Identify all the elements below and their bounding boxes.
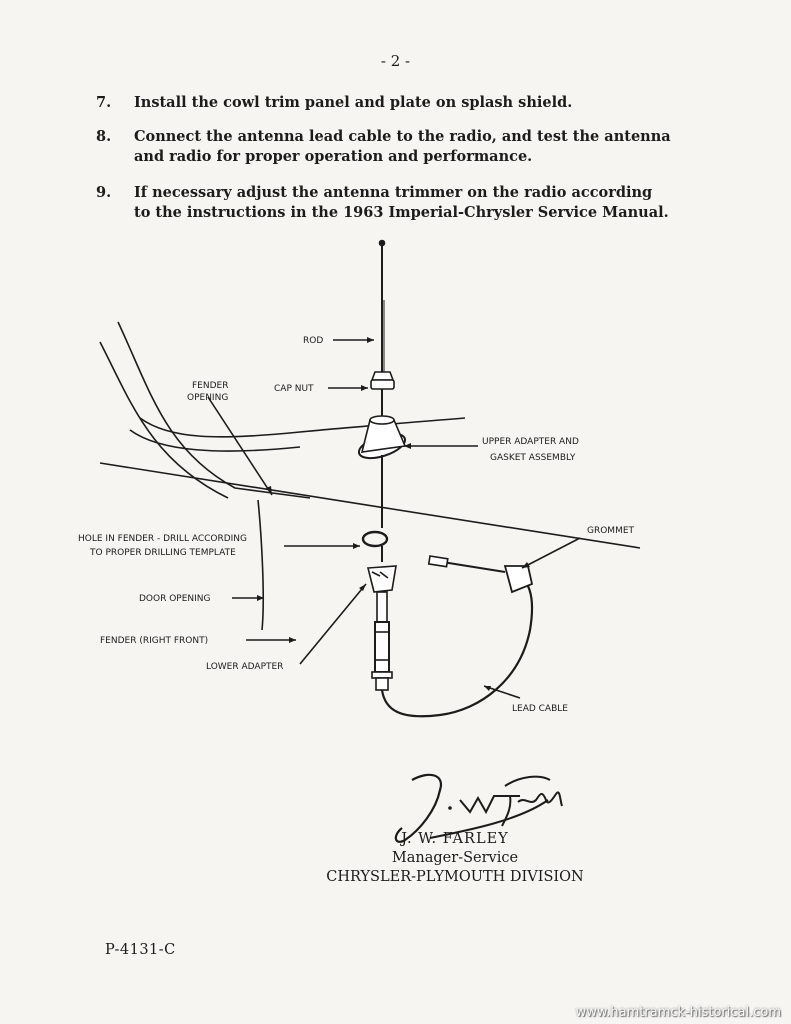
- label-fender-right-front: FENDER (RIGHT FRONT): [100, 636, 209, 646]
- label-cap-nut: CAP NUT: [274, 384, 314, 394]
- signer-name: J. W. FARLEY: [401, 831, 509, 847]
- label-rod: ROD: [303, 336, 324, 346]
- lower-adapter: [368, 566, 396, 592]
- step-text: If necessary adjust the antenna trimmer on the radio according: [134, 184, 653, 201]
- label-hole: HOLE IN FENDER - DRILL ACCORDING: [78, 534, 248, 544]
- form-code: P-4131-C: [105, 942, 176, 958]
- antenna-body: [375, 622, 389, 672]
- label-upper-adapter-line2: GASKET ASSEMBLY: [490, 453, 576, 463]
- label-fender-opening: FENDER: [192, 381, 229, 391]
- signer-division: CHRYSLER-PLYMOUTH DIVISION: [326, 869, 584, 885]
- leader-lower-adapter: [300, 584, 366, 664]
- cap-nut-base: [371, 380, 394, 389]
- upper-adapter-top: [370, 416, 394, 424]
- label-door-opening: DOOR OPENING: [139, 594, 211, 604]
- step-text: Connect the antenna lead cable to the radio, and test the antenna: [134, 128, 671, 145]
- antenna-body-upper: [377, 592, 387, 622]
- step-number: 8.: [96, 128, 112, 145]
- antenna-body-nut: [372, 672, 392, 678]
- arrow-rod: [367, 337, 374, 343]
- label-hole-line2: TO PROPER DRILLING TEMPLATE: [90, 548, 236, 558]
- signer-title: Manager-Service: [391, 850, 519, 866]
- arrow-upper-adapter: [404, 443, 411, 449]
- watermark: www.hamtramck-historical.com: [575, 1005, 781, 1020]
- step-text-continued: to the instructions in the 1963 Imperial-Chrysler Service Manual.: [134, 204, 669, 221]
- step-number: 9.: [96, 184, 112, 201]
- step-text: Install the cowl trim panel and plate on splash shield.: [134, 94, 573, 111]
- step-number: 7.: [96, 94, 112, 111]
- page-number: - 2 -: [380, 52, 411, 70]
- arrow-fender-right-front: [289, 637, 296, 643]
- arrow-lower-adapter: [359, 584, 366, 591]
- arrow-cap-nut: [361, 385, 368, 391]
- cap-nut: [372, 372, 393, 380]
- leader-grommet: [522, 538, 580, 568]
- upper-adapter: [362, 420, 405, 452]
- label-upper-adapter: UPPER ADAPTER AND: [482, 437, 579, 447]
- arrow-grommet: [522, 562, 530, 568]
- step-text-continued: and radio for proper operation and performance.: [134, 148, 533, 165]
- label-fender-opening-line2: OPENING: [187, 393, 229, 403]
- label-grommet: GROMMET: [587, 526, 635, 536]
- label-lead-cable: LEAD CABLE: [512, 704, 568, 714]
- fender-opening-edge: [140, 418, 465, 437]
- rod-tip: [380, 241, 385, 246]
- fender-curve-outer: [118, 322, 310, 498]
- arrow-hole: [353, 543, 360, 549]
- fender-hole: [363, 532, 387, 546]
- door-opening-line: [258, 500, 263, 630]
- leader-fender-opening: [208, 397, 272, 495]
- cable-plug: [429, 556, 448, 567]
- arrow-lead-cable: [484, 686, 491, 691]
- lead-cable: [382, 578, 532, 716]
- signature-block: [300, 830, 610, 887]
- label-lower-adapter: LOWER ADAPTER: [206, 662, 284, 672]
- antenna-body-base: [376, 678, 388, 690]
